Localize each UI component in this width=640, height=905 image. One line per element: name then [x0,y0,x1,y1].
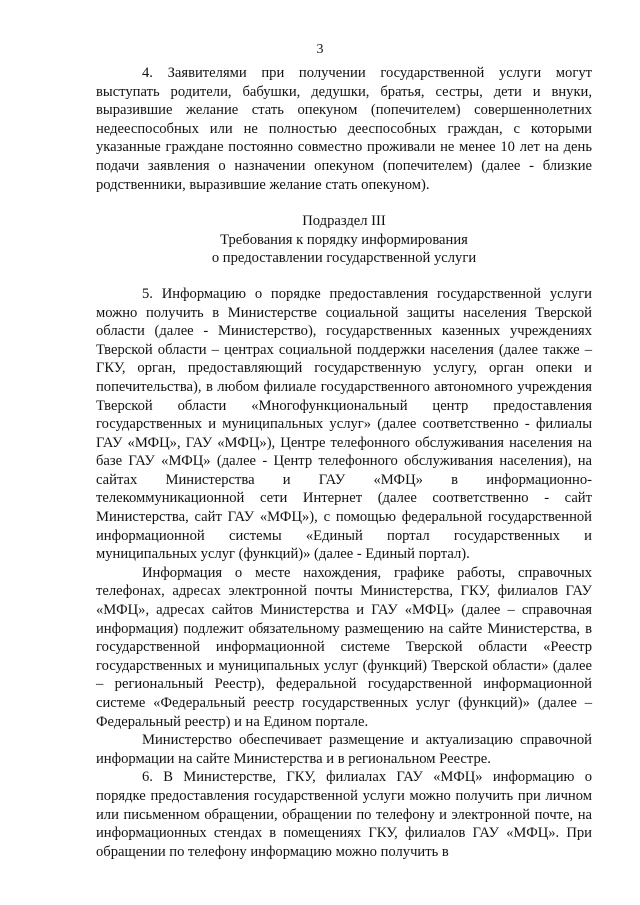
paragraph-4-applicants: 4. Заявителями при получении государственной услуги могут выступать родители, бабушки, дедушки, братья, сестры, дети и внуки, выразившие желание стать опекуном (попечителем) совершеннолетних недееспособных или не полностью дееспособных граждан, с которыми указанные граждане постоянно совместно проживали не менее 10 лет на день подачи заявления о назначении опекуном (попечителем) (далее - близкие родственники, выразившие желание стать опекуном). [96,65,592,193]
page-number: 3 [316,42,324,57]
section-heading [96,212,592,268]
paragraph-6-obtaining-information: 6. В Министерстве, ГКУ, филиалах ГАУ «МФЦ» информацию о порядке предоставления государственной услуги можно получить при личном или письменном обращении, обращении по телефону и электронной почте, на информационных стендах в помещениях ГКУ, филиалов ГАУ «МФЦ». При обращении по телефону информацию можно получить в [96,769,592,860]
paragraph-ministry-updates: Министерство обеспечивает размещение и актуализацию справочной информации на сайте Министерства и в региональном Реестре. [96,732,592,767]
section-title-line-1: Требования к порядку информирования [220,231,468,248]
paragraph-reference-information: Информация о месте нахождения, графике работы, справочных телефонах, адресах электронной почты Министерства, ГКУ, филиалов ГАУ «МФЦ», адресах сайтов Министерства и ГАУ «МФЦ» (далее – справочная информация) подлежит обязательному размещению на сайте Министерства, в государственной информационной системе Тверской области «Реестр государственных и муниципальных услуг (функций) Тверской области» (далее – региональный Реестр), федеральной государственной информационной системе «Федеральный реестр государственных услуг (функций)» (далее – Федеральный реестр) и на Едином портале. [96,564,592,730]
section-title-line-2: о предоставлении государственной услуги [211,250,477,267]
document-body [96,64,592,861]
section-label: Подраздел III [302,213,386,230]
paragraph-5-information-sources: 5. Информацию о порядке предоставления государственной услуги можно получить в Министерстве социальной защиты населения Тверской области (далее - Министерство), государственных казенных учреждениях Тверской области – центрах социальной поддержки населения (далее также – ГКУ, орган, предоставляющий государственную услугу, орган опеки и попечительства), в любом филиале государственного автономного учреждения Тверской области «Многофункциональный центр предоставления государственных и муниципальных услуг» (далее соответственно - филиалы ГАУ «МФЦ», ГАУ «МФЦ»), Центре телефонного обслуживания населения на базе ГАУ «МФЦ» (далее - Центр телефонного обслуживания населения), на сайтах Министерства и ГАУ «МФЦ» в информационно-телекоммуникационной сети Интернет (далее соответственно - сайт Министерства, сайт ГАУ «МФЦ»), с помощью федеральной государственной информационной системы «Единый портал государственных и муниципальных услуг (функций)» (далее - Единый портал). [96,285,592,563]
